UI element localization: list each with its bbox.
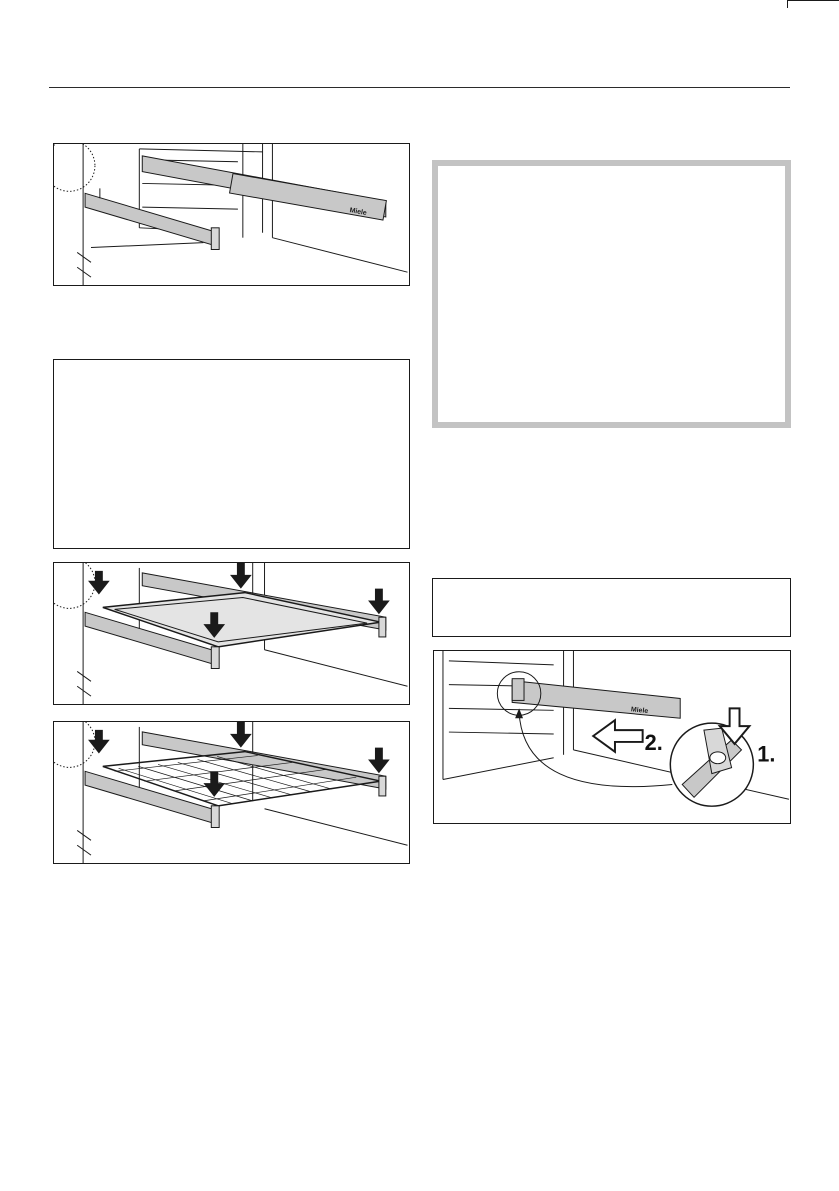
runners-fitting-illustration xyxy=(54,144,409,285)
header-rule xyxy=(49,87,790,88)
figure-tray-on-runners xyxy=(53,562,410,705)
brand-mark-text: Miele xyxy=(348,207,368,217)
step-1-label: 1. xyxy=(757,741,776,767)
note-box-left xyxy=(53,359,410,549)
figure-runner-removal xyxy=(433,650,791,824)
note-box-right xyxy=(432,578,791,637)
outline-arrow-left-icon xyxy=(593,720,642,752)
warning-box-right xyxy=(432,160,791,428)
rack-on-runners-illustration xyxy=(54,722,409,863)
runner-removal-illustration xyxy=(434,651,790,823)
tray-on-runners-illustration xyxy=(54,563,409,704)
figure-rack-on-runners xyxy=(53,721,410,864)
crop-mark-top-right-v xyxy=(787,0,788,8)
crop-mark-top-right-h xyxy=(787,0,839,1)
figure-runners-fitting xyxy=(53,143,410,286)
brand-mark-text: Miele xyxy=(630,706,649,716)
step-2-label: 2. xyxy=(644,729,663,755)
